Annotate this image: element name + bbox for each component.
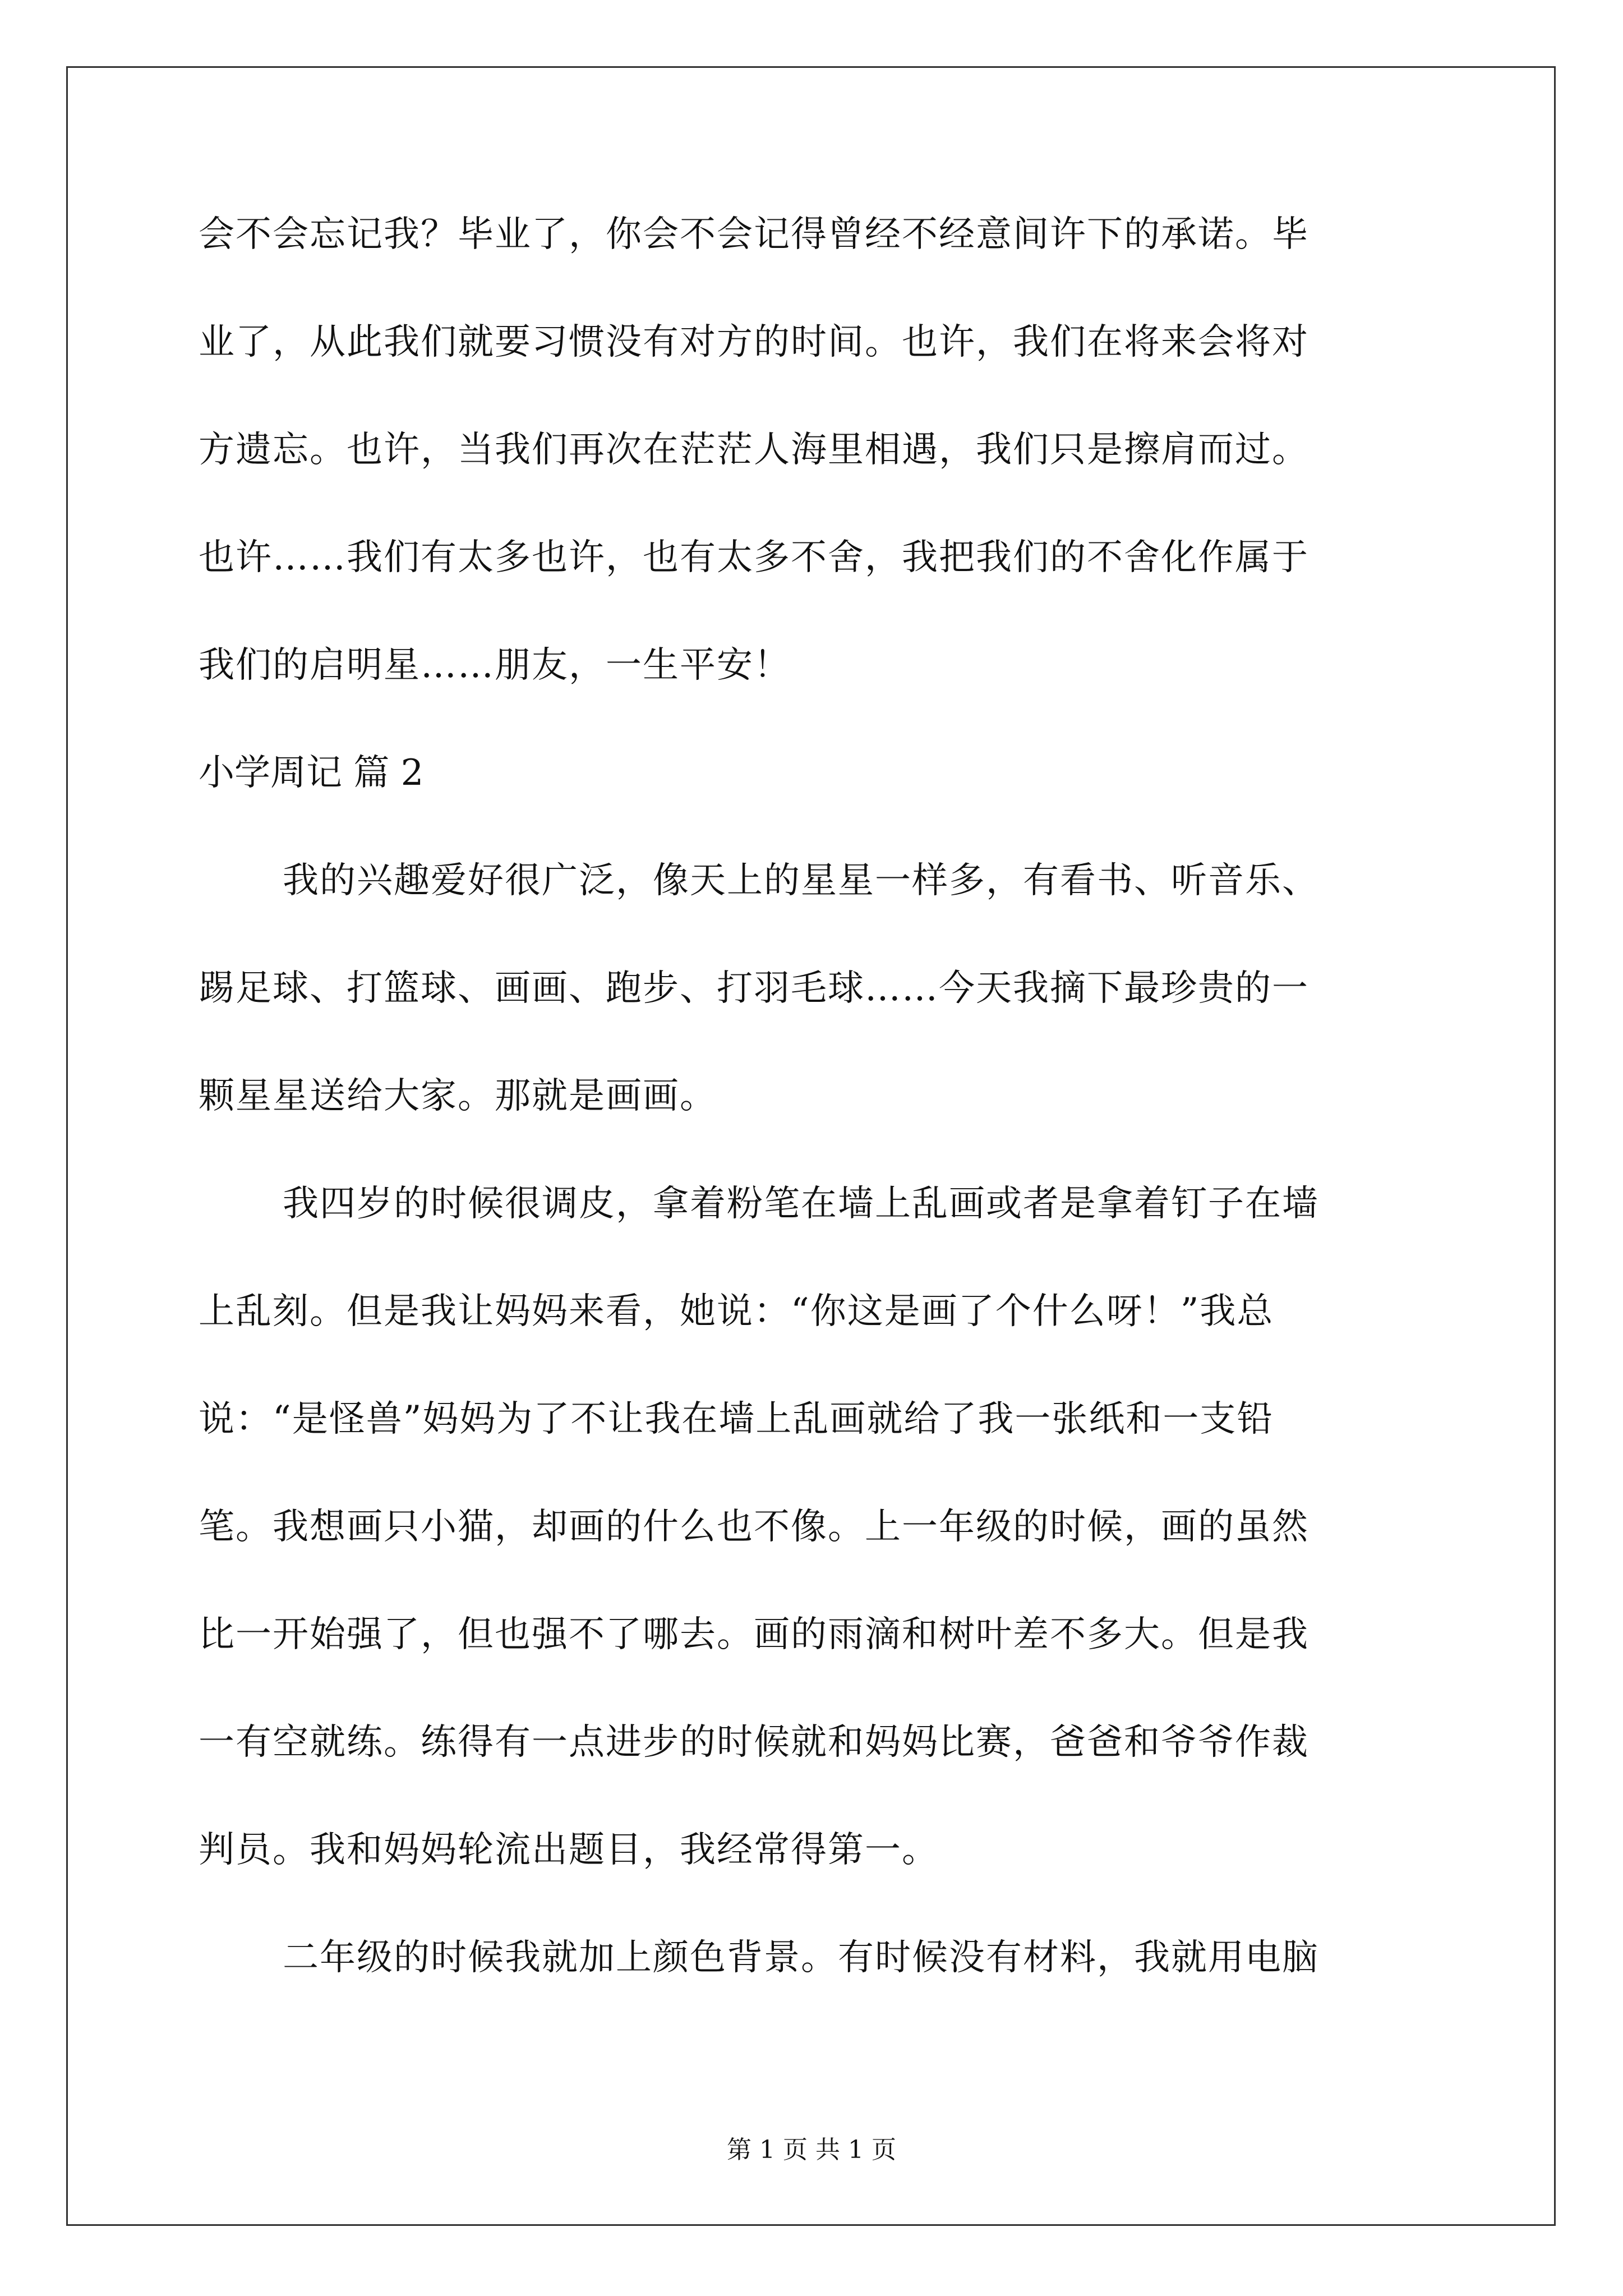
text-line: 业了，从此我们就要习惯没有对方的时间。也许，我们在将来会将对 (199, 321, 1309, 363)
text-line: 笔。我想画只小猫，却画的什么也不像。上一年级的时候，画的虽然 (199, 1506, 1309, 1548)
document-body (199, 208, 1427, 2039)
text-line: 我们的启明星……朋友，一生平安！ (199, 645, 791, 686)
section-heading: 小学周记 篇 2 (199, 752, 424, 794)
text-line: 二年级的时候我就加上颜色背景。有时候没有材料，我就用电脑 (283, 1937, 1319, 1978)
text-line: 也许……我们有太多也许，也有太多不舍，我把我们的不舍化作属于 (199, 537, 1309, 578)
page-footer: 第 1 页 共 1 页 (727, 2136, 896, 2164)
text-line: 说：“是怪兽”妈妈为了不让我在墙上乱画就给了我一张纸和一支铅 (199, 1398, 1274, 1440)
text-line: 方遗忘。也许，当我们再次在茫茫人海里相遇，我们只是擦肩而过。 (199, 429, 1309, 471)
text-line: 我的兴趣爱好很广泛，像天上的星星一样多，有看书、听音乐、 (283, 860, 1319, 901)
text-line: 踢足球、打篮球、画画、跑步、打羽毛球……今天我摘下最珍贵的一 (199, 968, 1309, 1009)
text-line: 我四岁的时候很调皮，拿着粉笔在墙上乱画或者是拿着钉子在墙 (283, 1183, 1319, 1225)
text-line: 颗星星送给大家。那就是画画。 (199, 1075, 717, 1117)
text-line: 会不会忘记我？毕业了，你会不会记得曾经不经意间许下的承诺。毕 (199, 214, 1309, 255)
text-line: 比一开始强了，但也强不了哪去。画的雨滴和树叶差不多大。但是我 (199, 1614, 1309, 1655)
text-line: 一有空就练。练得有一点进步的时候就和妈妈比赛，爸爸和爷爷作裁 (199, 1722, 1309, 1763)
text-line: 判员。我和妈妈轮流出题目，我经常得第一。 (199, 1829, 939, 1871)
text-line: 上乱刻。但是我让妈妈来看，她说：“你这是画了个什么呀！”我总 (199, 1291, 1274, 1332)
